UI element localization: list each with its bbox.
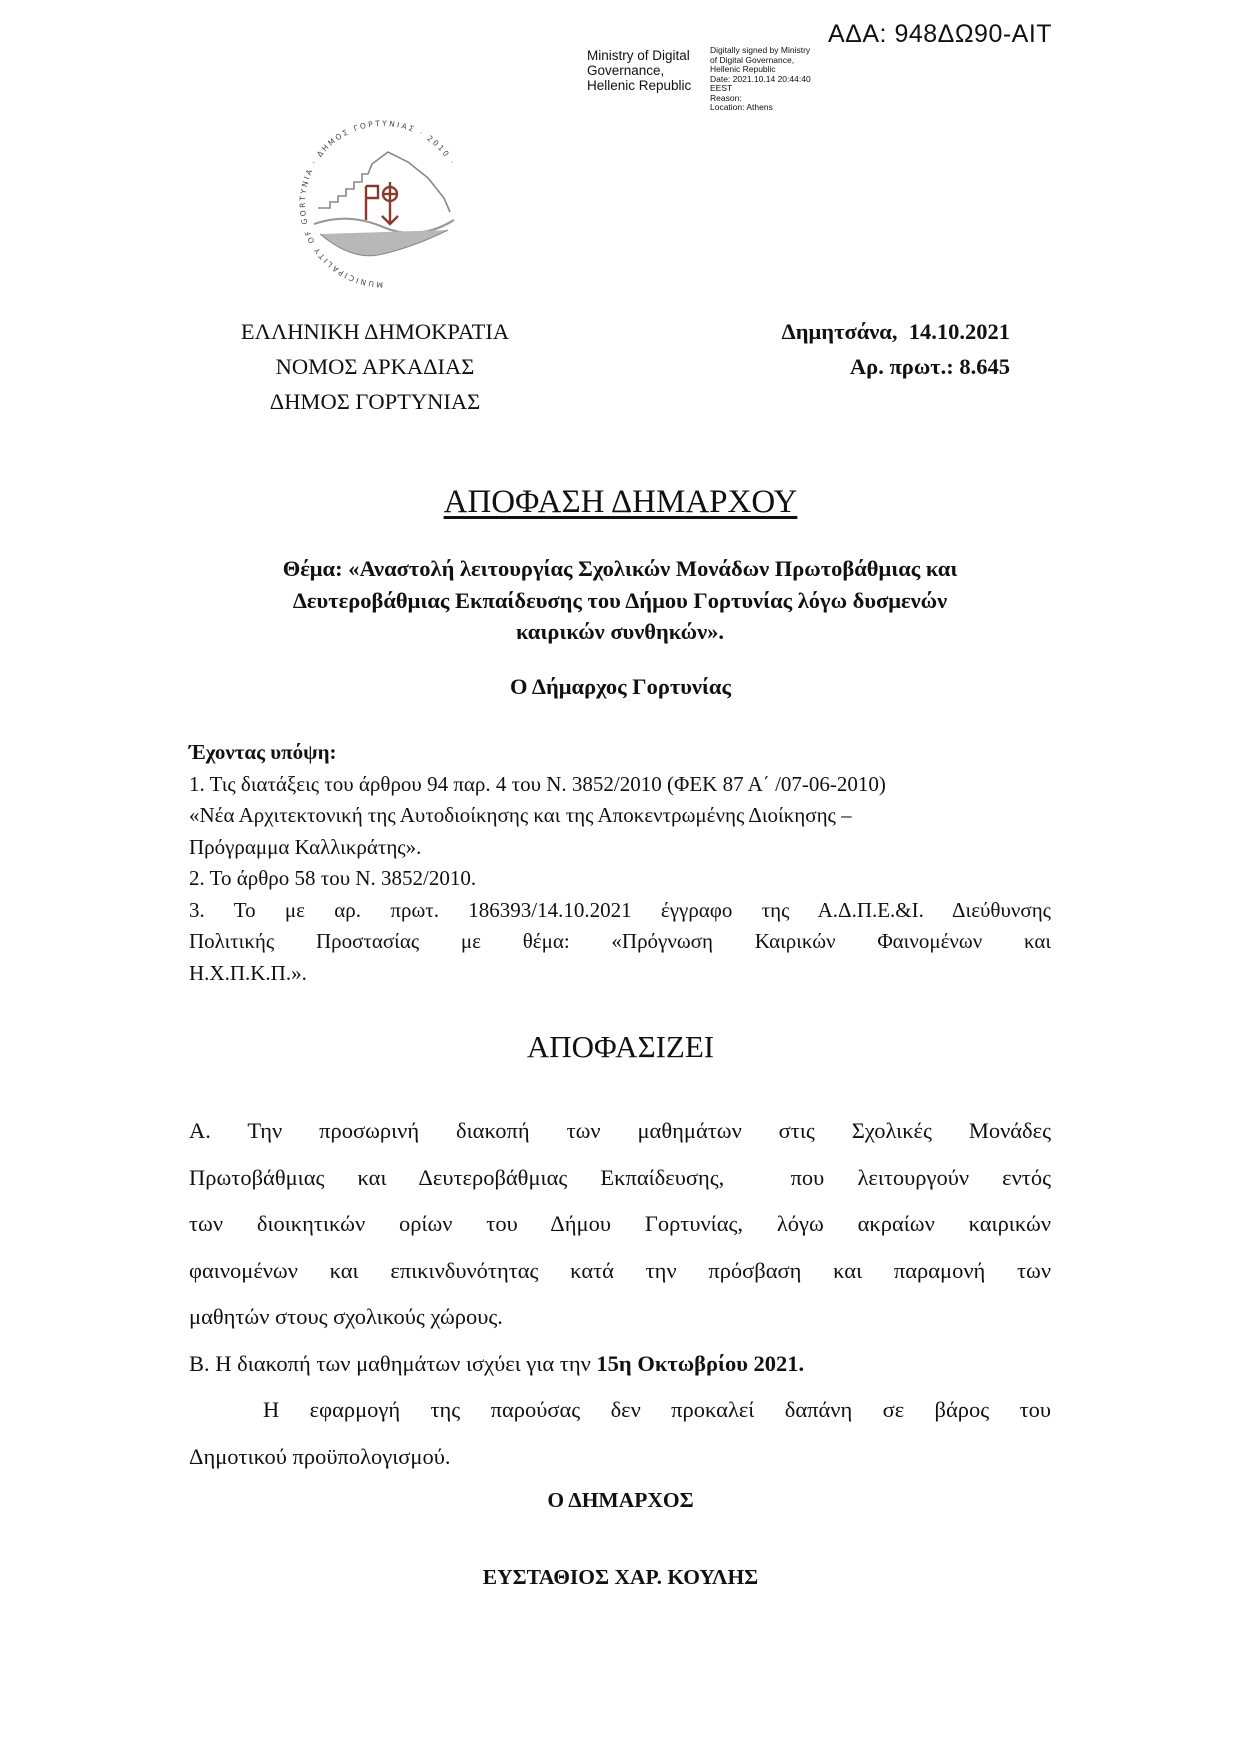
decision-b-text: Β. Η διακοπή των μαθημάτων ισχύει για την bbox=[189, 1350, 597, 1376]
decision-a-line: μαθητών στους σχολικούς χώρους. bbox=[189, 1304, 503, 1329]
logo-emblem-icon bbox=[298, 112, 468, 307]
issuer-line: ΕΛΛΗΝΙΚΗ ΔΗΜΟΚΡΑΤΙΑ bbox=[240, 319, 510, 344]
svg-text:MUNICIPALITY OF GORTYNIA · ΔΗΜ bbox=[298, 119, 457, 289]
decision-a-line: φαινομένων και επικινδυνότητας κατά την πρόσβαση και παραμονή των bbox=[189, 1257, 1051, 1283]
considering-line: 3. Το με αρ. πρωτ. 186393/14.10.2021 έγγραφο της Α.Δ.Π.Ε.&Ι. Διεύθυνσης bbox=[189, 897, 1051, 922]
place-date: Δημητσάνα, 14.10.2021 bbox=[781, 319, 1010, 344]
protocol-number: Αρ. πρωτ.: 8.645 bbox=[849, 354, 1010, 379]
municipality-logo bbox=[298, 112, 468, 307]
subject bbox=[200, 553, 1040, 648]
signatory-name: ΕΥΣΤΑΘΙΟΣ ΧΑΡ. ΚΟΥΛΗΣ bbox=[482, 1565, 759, 1589]
digital-signature-details bbox=[710, 46, 820, 113]
considering-line: Πολιτικής Προστασίας με θέμα: «Πρόγνωση Καιρικών Φαινομένων και bbox=[189, 929, 1051, 953]
mayor-intro: Ο Δήμαρχος Γορτυνίας bbox=[510, 674, 731, 699]
cost-line: Η εφαρμογή της παρούσας δεν προκαλεί δαπάνη σε βάρος του bbox=[263, 1397, 1051, 1422]
considering-line: Η.Χ.Π.Κ.Π.». bbox=[189, 960, 307, 985]
subject-line: καιρικών συνθηκών». bbox=[515, 619, 725, 644]
signer-line: Governance, bbox=[587, 63, 665, 78]
decision-body bbox=[189, 1108, 1051, 1480]
signature-detail-line: of Digital Governance, bbox=[710, 54, 795, 65]
decides-heading: ΑΠΟΦΑΣΙΖΕΙ bbox=[526, 1029, 715, 1064]
considering-line: Πρόγραμμα Καλλικράτης». bbox=[189, 834, 422, 859]
subject-line: Δευτεροβάθμιας Εκπαίδευσης του Δήμου Γορτυνίας λόγω δυσμενών bbox=[292, 587, 948, 613]
issuer-line: ΔΗΜΟΣ ΓΟΡΤΥΝΙΑΣ bbox=[269, 389, 481, 414]
issuer-block bbox=[190, 314, 560, 419]
cost-line: Δημοτικού προϋπολογισμού. bbox=[189, 1443, 451, 1469]
date-protocol-block bbox=[700, 314, 1010, 384]
decision-a-line: Πρωτοβάθμιας και Δευτεροβάθμιας Εκπαίδευσης, που λειτουργούν εντός bbox=[189, 1164, 1051, 1190]
signatory-title: Ο ΔΗΜΑΡΧΟΣ bbox=[547, 1488, 694, 1512]
considering-heading: Έχοντας υπόψη: bbox=[189, 740, 337, 764]
signer-line: Hellenic Republic bbox=[587, 78, 692, 93]
decision-a-line: των διοικητικών ορίων του Δήμου Γορτυνίας, λόγω ακραίων καιρικών bbox=[189, 1211, 1051, 1236]
decision-b-line bbox=[189, 1341, 1051, 1388]
considering-line: «Νέα Αρχιτεκτονική της Αυτοδιοίκησης και της Αποκεντρωμένης Διοίκησης – bbox=[189, 803, 852, 827]
signature-detail-line: EEST bbox=[710, 83, 733, 93]
considering-line: 1. Τις διατάξεις του άρθρου 94 παρ. 4 του Ν. 3852/2010 (ΦΕΚ 87 Α΄ /07-06-2010) bbox=[189, 771, 886, 796]
signature-detail-line: Digitally signed by Ministry bbox=[710, 45, 811, 55]
signature-detail-line: Location: Athens bbox=[710, 102, 773, 112]
signature-detail-line: Date: 2021.10.14 20:44:40 bbox=[710, 73, 811, 84]
considering-section bbox=[189, 737, 1051, 989]
document-title: ΑΠΟΦΑΣΗ ΔΗΜΑΡΧΟΥ bbox=[443, 484, 798, 520]
decision-b-date: 15η Οκτωβρίου 2021. bbox=[596, 1350, 805, 1376]
subject-line: Θέμα: «Αναστολή λειτουργίας Σχολικών Μονάδων Πρωτοβάθμιας και bbox=[282, 556, 958, 581]
digital-signature-signer bbox=[587, 48, 691, 93]
signer-line: Ministry of Digital bbox=[587, 48, 690, 63]
signature-detail-line: Reason: bbox=[710, 92, 742, 103]
logo-ring-text: MUNICIPALITY OF GORTYNIA · ΔΗΜΟΣ ΓΟΡΤΥΝΙΑΣ · 2010 · bbox=[298, 118, 458, 290]
logo-monogram bbox=[366, 182, 398, 224]
signature-detail-line: Hellenic Republic bbox=[710, 64, 776, 74]
decision-a-line: Α. Την προσωρινή διακοπή των μαθημάτων στις Σχολικές Μονάδες bbox=[189, 1118, 1051, 1143]
ada-code: ΑΔΑ: 948ΔΩ90-ΑΙΤ bbox=[828, 20, 1053, 48]
issuer-line: ΝΟΜΟΣ ΑΡΚΑΔΙΑΣ bbox=[275, 354, 475, 379]
considering-line: 2. Το άρθρο 58 του Ν. 3852/2010. bbox=[189, 866, 477, 890]
